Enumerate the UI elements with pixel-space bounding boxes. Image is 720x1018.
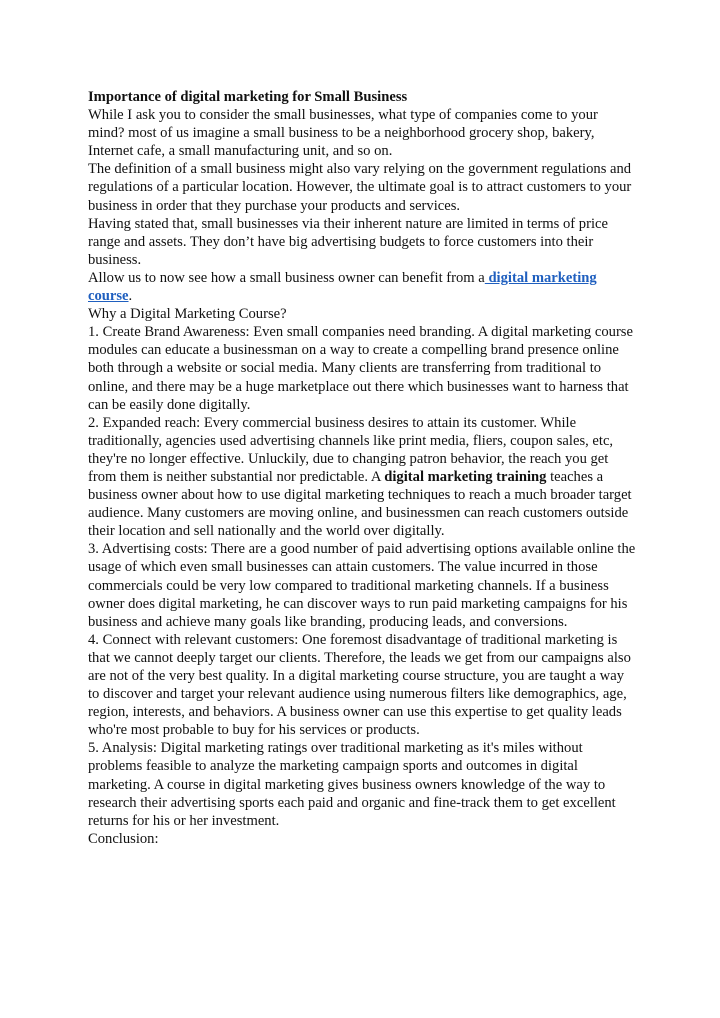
- paragraph-reach-rest: teaches a business owner about how to use digital marketing techniques to reach a much broader target audience. Many customers are moving online, and businessmen can reach customers outside their location and sell nationally and the world over digitally.: [88, 468, 632, 540]
- document-title: Importance of digital marketing for Small Business: [88, 89, 408, 105]
- paragraph-benefit-period: .: [128, 288, 133, 305]
- paragraph-analysis: 5. Analysis: Digital marketing ratings over traditional marketing as it's miles without problems feasible to analyze the marketing campaign sports and outcomes in digital marketing. A course in digital marketing gives business owners knowledge of the way to research their advertising sports each paid and organic and fine-track them to get excellent returns for his or her investment.: [88, 740, 616, 829]
- paragraph-definition: The definition of a small business might also vary relying on the government regulations and regulations of a particular location. However, the ultimate goal is to attract customers to your business in order that they purchase your products and services.: [88, 161, 632, 214]
- paragraph-relevant-customers: 4. Connect with relevant customers: One foremost disadvantage of traditional marketing is that we cannot deeply target our clients. Therefore, the leads we get from our campaigns also are not of the very best quality. In a digital marketing course structure, you are taught a way to discover and target your relevant audience using numerous filters like demographics, age, region, interests, and behaviors. A business owner can use this expertise to get quality leads who're most probable to buy for his services or products.: [88, 631, 631, 739]
- document-body: [88, 88, 636, 848]
- paragraph-brand-awareness: 1. Create Brand Awareness: Even small companies need branding. A digital marketing course modules can educate a businessman on a way to create a compelling brand presence online both through a website or social media. Many clients are transferring from traditional to online, and there may be a huge marketplace out there which businesses want to harness that can be easily done digitally.: [88, 324, 633, 413]
- paragraph-reach-text: 2. Expanded reach: Every commercial business desires to attain its customer. While traditionally, agencies used advertising channels like print media, fliers, coupon sales, etc, they're no longer effective. Unluckily, due to changing patron behavior, the reach you get from them is neither substantial nor predictable. A: [88, 414, 614, 485]
- paragraph-benefit-text: Allow us to now see how a small business owner can benefit from a: [88, 269, 485, 286]
- digital-marketing-course-link[interactable]: digital marketing course: [88, 269, 597, 305]
- paragraph-benefit: [88, 269, 636, 305]
- paragraph-intro: While I ask you to consider the small businesses, what type of companies come to your mind? most of us imagine a small business to be a neighborhood grocery shop, bakery, Internet cafe, a small manufacturing unit, and so on.: [88, 107, 598, 160]
- paragraph-why-heading: Why a Digital Marketing Course?: [88, 306, 287, 323]
- digital-marketing-training-bold: digital marketing training: [384, 468, 547, 485]
- paragraph-expanded-reach: [88, 414, 636, 541]
- paragraph-limitations: Having stated that, small businesses via their inherent nature are limited in terms of price range and assets. They don’t have big advertising budgets to force customers into their business.: [88, 215, 608, 268]
- paragraph-advertising-costs: 3. Advertising costs: There are a good number of paid advertising options available online the usage of which even small businesses can attain customers. The value incurred in those commercials could be very low compared to traditional marketing channels. If a business owner does digital marketing, he can discover ways to run paid marketing campaigns for his business and achieve many goals like branding, producing leads, and conversions.: [88, 541, 636, 630]
- paragraph-conclusion: Conclusion:: [88, 830, 159, 847]
